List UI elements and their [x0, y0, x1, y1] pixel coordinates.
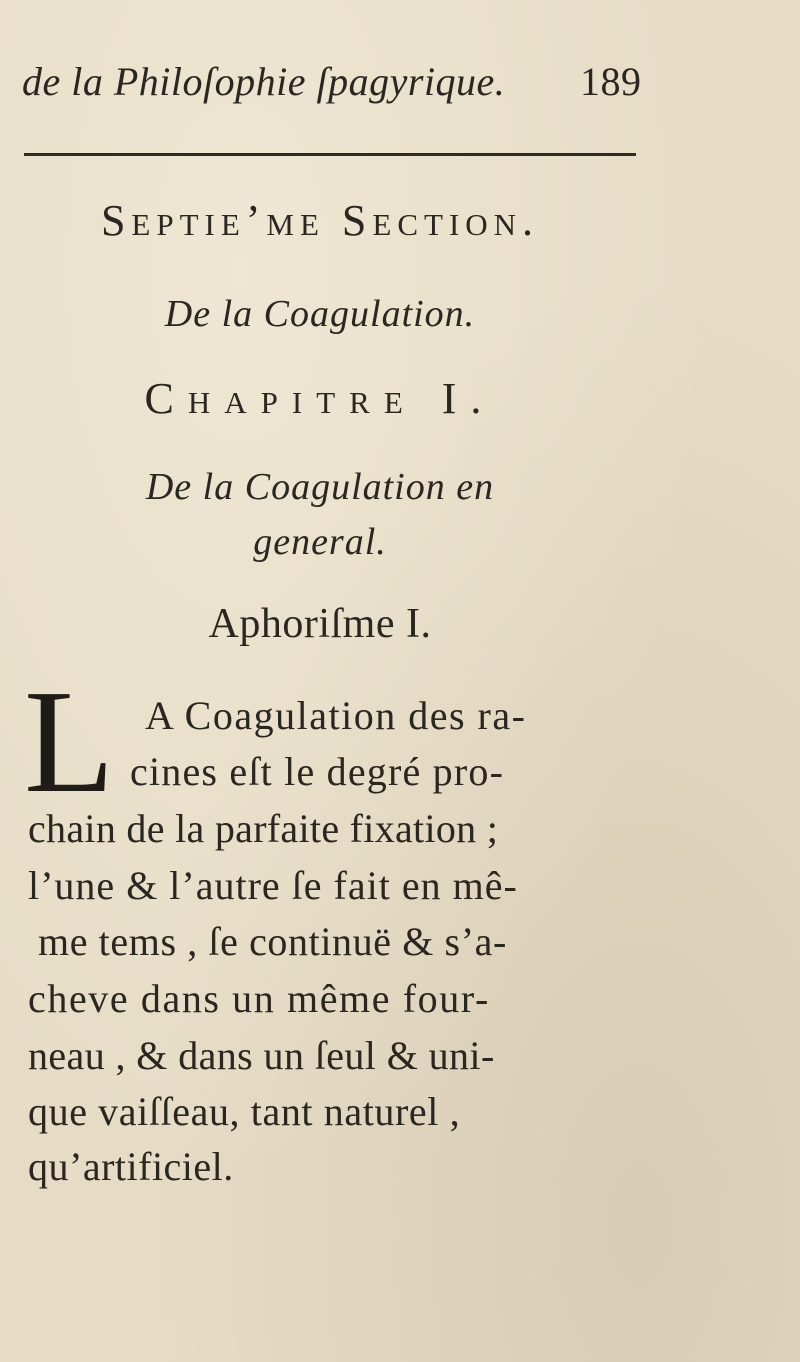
body-line-4: l’une & l’autre ſe fait en mê-	[28, 863, 518, 908]
running-head	[22, 58, 642, 118]
section-heading: Septie’me Section.	[100, 196, 540, 245]
drop-cap: L	[24, 660, 115, 824]
body-line-3: chain de la parfaite fixation ;	[28, 806, 499, 851]
running-head-title: de la Philoſophie ſpagyrique.	[22, 59, 506, 104]
page-number: 189	[580, 59, 642, 104]
body-line-2: cines eſt le degré pro-	[130, 749, 505, 794]
header-rule	[24, 153, 636, 156]
body-line-9: qu’artificiel.	[28, 1144, 234, 1189]
body-line-7: neau , & dans un ſeul & uni-	[28, 1033, 495, 1078]
section-subtitle: De la Coagulation.	[164, 293, 476, 335]
chapter-heading: Chapitre I.	[144, 374, 496, 423]
chapter-subtitle-line-1: De la Coagulation en	[145, 466, 495, 508]
body-line-8: que vaiſſeau, tant naturel ,	[28, 1089, 461, 1134]
body-line-6: cheve dans un même four-	[28, 976, 490, 1021]
chapter-subtitle-line-2: general.	[253, 521, 387, 563]
body-line-5: me tems , ſe continuë & s’a-	[38, 919, 507, 964]
aphorism-heading: Aphoriſme I.	[208, 601, 432, 647]
body-line-1: A Coagulation des ra-	[145, 693, 527, 738]
